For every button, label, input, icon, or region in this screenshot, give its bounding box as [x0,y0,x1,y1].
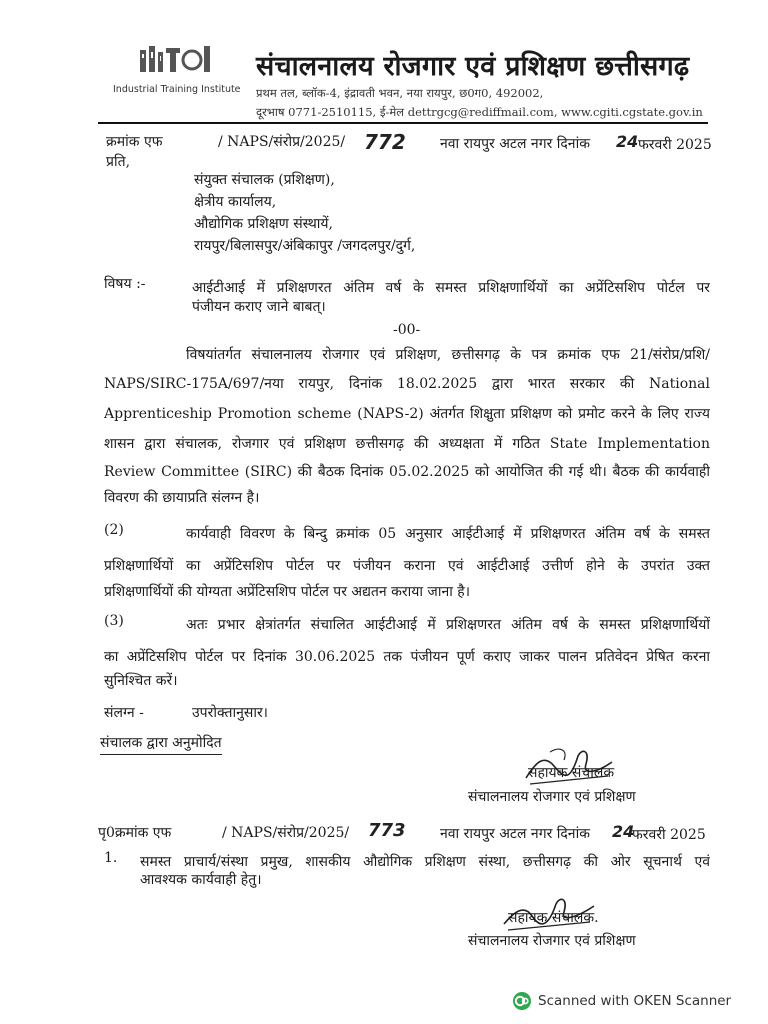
ref-handwritten-day: 24 [616,132,639,151]
org-name: संचालनालय रोजगार एवं प्रशिक्षण छत्तीसगढ़ [256,51,690,82]
copy-line: समस्त प्राचार्य/संस्था प्रमुख, शासकीय औद्योगिक प्रशिक्षण संस्था, छत्तीसगढ़ की ओर सूचनार्थ एवं [140,854,710,870]
ref2-handwritten-day: 24 [612,822,635,841]
para1-line: विवरण की छायाप्रति संलग्न है। [104,490,260,506]
scanner-text: Scanned with OKEN Scanner [538,993,732,1009]
approval-note: संचालक द्वारा अनुमोदित [100,735,222,755]
para1-line: शासन द्वारा संचालक, रोजगार एवं प्रशिक्षण छत्तीसगढ़ की अध्यक्षता में गठित State Implementation [104,436,710,452]
para3-number: (3) [104,613,124,629]
separator: -00- [393,322,421,338]
signature-1-org: संचालनालय रोजगार एवं प्रशिक्षण [468,789,636,805]
ref2-place-date: नवा रायपुर अटल नगर दिनांक [440,826,590,842]
iti-logo [140,44,216,78]
signature-1-title: सहायक संचालक [528,765,615,781]
para3-line: सुनिश्चित करें। [104,673,178,689]
copy-line: आवश्यक कार्यवाही हेतु। [140,872,262,888]
para2-number: (2) [104,522,124,538]
para1-line: विषयांतर्गत संचालनालय रोजगार एवं प्रशिक्षण, छत्तीसगढ़ के पत्र क्रमांक एफ 21/संरोप्र/प्रशि/ [186,347,710,363]
para2-line: प्रशिक्षणार्थियों की योग्यता अप्रेंटिसशिप पोर्टल पर अद्यतन कराया जाना है। [104,584,471,600]
ref2-handwritten-number: 773 [368,820,406,841]
copy-number: 1. [104,850,118,866]
para2-line: प्रशिक्षणार्थियों का अप्रेंटिसशिप पोर्टल पर पंजीयन कराना एवं आईटीआई उत्तीर्ण होने के उपरांत उक्त [104,558,710,574]
oken-scanner-icon [512,991,532,1011]
signature-2-title: सहायक संचालक. [508,910,599,926]
enclosure-value: उपरोक्तानुसार। [192,705,268,721]
addressee-line: संयुक्त संचालक (प्रशिक्षण), [194,172,335,188]
scanner-watermark [512,990,731,1012]
ref-place-date: नवा रायपुर अटल नगर दिनांक [440,136,590,152]
logo-caption: Industrial Training Institute [113,84,241,95]
subject-line: पंजीयन कराए जाने बाबत्। [192,299,326,315]
subject-label: विषय :- [104,276,146,292]
para1-line: Apprenticeship Promotion scheme (NAPS-2) अंतर्गत शिक्षुता प्रशिक्षण को प्रमोट करने के लिए राज्य [104,406,710,422]
para3-line: का अप्रेंटिसशिप पोर्टल पर दिनांक 30.06.2025 तक पंजीयन पूर्ण कराए जाकर पालन प्रतिवेदन प्रेषित करना [104,649,710,665]
ref-prefix: क्रमांक एफ [106,134,163,150]
ref2-month-year: फरवरी 2025 [632,827,706,843]
ref2-number: / NAPS/संरोप्र/2025/ [222,825,350,841]
ref2-prefix: पृ0क्रमांक एफ [98,825,172,841]
para1-line: Review Committee (SIRC) की बैठक दिनांक 05.02.2025 को आयोजित की गई थी। बैठक की कार्यवाही [104,464,710,480]
ref-handwritten-number: 772 [364,130,406,154]
prati-label: प्रति, [106,154,131,170]
subject-line: आईटीआई में प्रशिक्षणरत अंतिम वर्ष के समस्त प्रशिक्षणार्थियों का अप्रेंटिसशिप पोर्टल पर [192,280,710,296]
addressee-line: रायपुर/बिलासपुर/अंबिकापुर /जगदलपुर/दुर्ग, [194,238,416,254]
signature-2-org: संचालनालय रोजगार एवं प्रशिक्षण [468,933,636,949]
addressee-line: क्षेत्रीय कार्यालय, [194,194,277,210]
para3-line: अतः प्रभार क्षेत्रांतर्गत संचालित आईटीआई में प्रशिक्षणरत अंतिम वर्ष के समस्त प्रशिक्षणार्थियों [186,617,710,633]
header-rule [98,122,708,124]
para2-line: कार्यवाही विवरण के बिन्दु क्रमांक 05 अनुसार आईटीआई में प्रशिक्षणरत अंतिम वर्ष के समस्त [186,526,710,542]
enclosure-label: संलग्न - [104,705,144,721]
ref-month-year: फरवरी 2025 [638,137,712,153]
org-address: प्रथम तल, ब्लॉक-4, इंद्रावती भवन, नया रायपुर, छ0ग0, 492002, [256,86,544,100]
ref-number: / NAPS/संरोप्र/2025/ [218,134,346,150]
para1-line: NAPS/SIRC-175A/697/नया रायपुर, दिनांक 18.02.2025 द्वारा भारत सरकार की National [104,376,710,392]
addressee-line: औद्योगिक प्रशिक्षण संस्थायें, [194,216,333,232]
org-contact: दूरभाष 0771-2510115, ई-मेल dettrgcg@rediffmail.com, www.cgiti.cgstate.gov.in [256,105,703,119]
